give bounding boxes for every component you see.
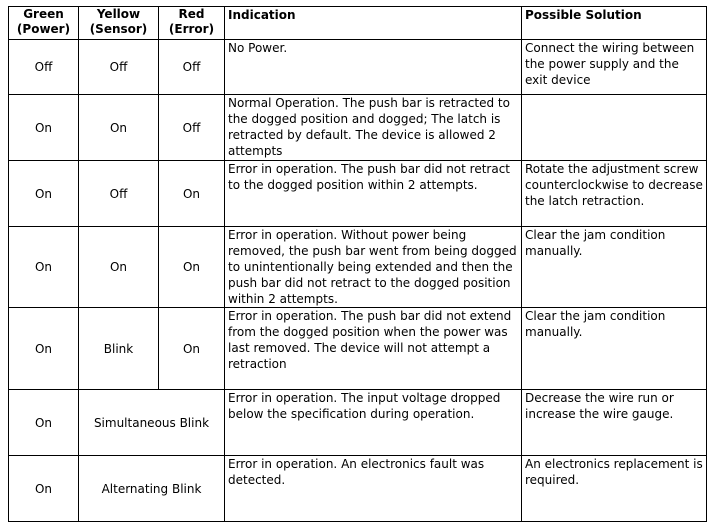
yellow-led-cell: Off — [79, 40, 159, 95]
solution-cell: Clear the jam condition manually. — [522, 227, 707, 308]
yellow-led-cell: Blink — [79, 308, 159, 390]
table-row — [9, 456, 707, 522]
table-row — [9, 40, 707, 95]
header-green — [9, 7, 79, 40]
indication-cell: Normal Operation. The push bar is retracted to the dogged position and dogged; The latch is retracted by default. The device is allowed 2 attempts — [225, 95, 522, 161]
solution-cell: Rotate the adjustment screw counterclockwise to decrease the latch retraction. — [522, 161, 707, 227]
green-led-cell: On — [9, 390, 79, 456]
table-row — [9, 161, 707, 227]
header-yellow-title: Yellow — [96, 7, 141, 21]
solution-cell: Connect the wiring between the power supply and the exit device — [522, 40, 707, 95]
led-status-table — [8, 6, 707, 522]
indication-cell: Error in operation. Without power being removed, the push bar went from being dogged to unintentionally being extended and then the push bar did not retract to the dogged position within 2 attempts. — [225, 227, 522, 308]
header-solution: Possible Solution — [522, 7, 707, 40]
header-yellow — [79, 7, 159, 40]
indication-cell: No Power. — [225, 40, 522, 95]
header-row — [9, 7, 707, 40]
table-row — [9, 308, 707, 390]
red-led-cell: On — [159, 308, 225, 390]
table-row — [9, 390, 707, 456]
yellow-led-cell: Off — [79, 161, 159, 227]
header-red-title: Red — [178, 7, 205, 21]
combined-led-cell: Simultaneous Blink — [79, 390, 225, 456]
yellow-led-cell: On — [79, 95, 159, 161]
indication-cell: Error in operation. The input voltage dropped below the specification during operation. — [225, 390, 522, 456]
header-yellow-subtitle: (Sensor) — [89, 22, 148, 36]
indication-cell: Error in operation. An electronics fault was detected. — [225, 456, 522, 522]
red-led-cell: Off — [159, 95, 225, 161]
yellow-led-cell: On — [79, 227, 159, 308]
solution-cell: Decrease the wire run or increase the wire gauge. — [522, 390, 707, 456]
solution-cell: An electronics replacement is required. — [522, 456, 707, 522]
solution-cell: Clear the jam condition manually. — [522, 308, 707, 390]
red-led-cell: On — [159, 227, 225, 308]
header-red-subtitle: (Error) — [168, 22, 215, 36]
green-led-cell: On — [9, 227, 79, 308]
table-row — [9, 227, 707, 308]
red-led-cell: On — [159, 161, 225, 227]
red-led-cell: Off — [159, 40, 225, 95]
header-indication: Indication — [225, 7, 522, 40]
green-led-cell: On — [9, 456, 79, 522]
green-led-cell: On — [9, 95, 79, 161]
solution-cell — [522, 95, 707, 161]
indication-cell: Error in operation. The push bar did not retract to the dogged position within 2 attempts. — [225, 161, 522, 227]
header-green-subtitle: (Power) — [16, 22, 71, 36]
header-red — [159, 7, 225, 40]
green-led-cell: On — [9, 161, 79, 227]
table-row — [9, 95, 707, 161]
indication-cell: Error in operation. The push bar did not extend from the dogged position when the power was last removed. The device will not attempt a retraction — [225, 308, 522, 390]
green-led-cell: Off — [9, 40, 79, 95]
green-led-cell: On — [9, 308, 79, 390]
header-green-title: Green — [23, 7, 64, 21]
combined-led-cell: Alternating Blink — [79, 456, 225, 522]
